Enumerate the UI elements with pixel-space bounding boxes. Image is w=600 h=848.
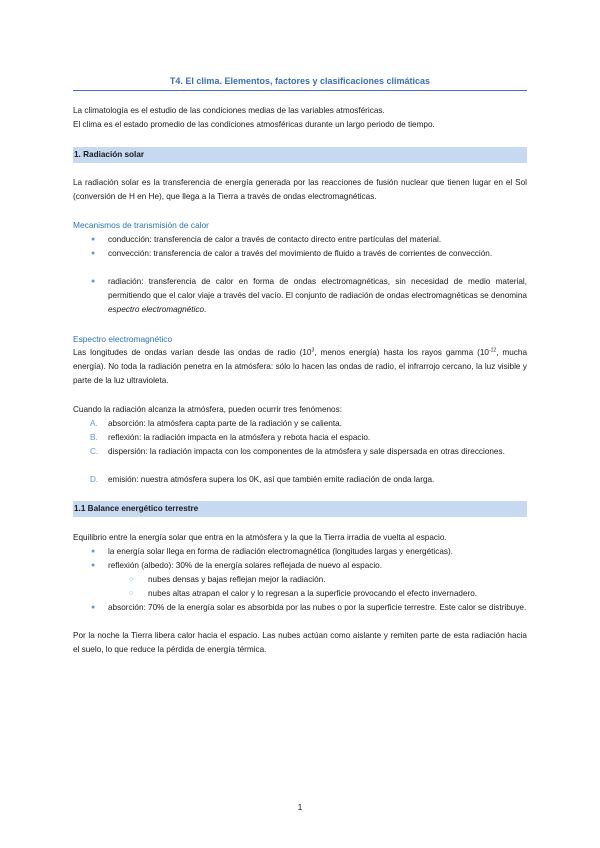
- list-item: [73, 473, 527, 487]
- spectrum-text-end: , mucha energía). No toda la radiación penetra en la atmósfera: sólo lo hacen las ondas de radio, el infrarrojo cercano, la luz visible y parte de la luz ultravioleta.: [73, 348, 527, 385]
- list-item: [73, 559, 527, 573]
- closing-text: Por la noche la Tierra libera calor hacia el espacio. Las nubes actúan como aislante y remiten parte de esta radiación hacia el suelo, lo que reduce la pérdida de energía térmica.: [73, 631, 527, 654]
- radiation-paragraph: [73, 176, 527, 204]
- intro-paragraph: [73, 104, 527, 132]
- list-item: [73, 545, 527, 559]
- list-item: [73, 601, 527, 615]
- sub-list-item-text: nubes altas atrapan el calor y lo regresan a la superficie provocando el efecto invernadero.: [148, 589, 478, 598]
- list-item-text: absorción: la atmósfera capta parte de la radiación y se calienta.: [108, 419, 342, 428]
- sub-list-item-text: nubes densas y bajas reflejan mejor la radiación.: [148, 575, 326, 584]
- list-item: [73, 275, 527, 317]
- list-item-text: emisión: nuestra atmósfera supera los 0K, así que también emite radiación de onda larga.: [108, 475, 435, 484]
- exponent-radio: 3: [311, 347, 315, 354]
- spectrum-text: [73, 346, 527, 388]
- spectrum-paragraph: [73, 346, 527, 388]
- exponent-gamma: -12: [488, 347, 497, 354]
- sub-list-item: [73, 587, 527, 601]
- subheading-espectro: Espectro electromagnético: [73, 334, 173, 344]
- balance-lead: Equilibrio entre la energía solar que entra en la atmósfera y la que la Tierra irradia de vuelta al espacio.: [73, 533, 447, 542]
- list-letter: B.: [90, 433, 98, 442]
- list-item-text: convección: transferencia de calor a través del movimiento de fluido a través de corrientes de convección.: [108, 249, 493, 258]
- spectrum-text-mid: , menos energía) hasta los rayos gamma (10: [314, 348, 489, 357]
- list-item: [73, 445, 527, 459]
- bullet-icon: ●: [91, 548, 96, 555]
- list-item: [73, 417, 527, 431]
- italic-term: espectro electromagnético: [108, 305, 205, 314]
- bullet-icon: ●: [91, 604, 96, 611]
- bullet-icon: ●: [91, 562, 96, 569]
- bullet-icon: ●: [91, 250, 96, 257]
- spectrum-text-start: Las longitudes de ondas varían desde las ondas de radio (10: [73, 348, 312, 357]
- page-number: 1: [297, 802, 303, 812]
- section-heading-radiacion: 1. Radiación solar: [73, 147, 527, 163]
- title-underline: [73, 90, 527, 91]
- intro-line-2: El clima es el estado promedio de las condiciones atmosféricas durante un largo periodo de tiempo.: [73, 120, 435, 129]
- italic-tail: .: [204, 305, 207, 314]
- list-item: [73, 431, 527, 445]
- bullet-icon: ●: [91, 278, 96, 285]
- list-item: [73, 247, 527, 261]
- subheading-mecanismos: Mecanismos de transmisión de calor: [73, 220, 209, 230]
- list-letter: C.: [90, 447, 99, 456]
- list-item-text: la energía solar llega en forma de radiación electromagnética (longitudes largas y energéticas).: [108, 547, 453, 556]
- intro-line-1: La climatología es el estudio de las condiciones medias de las variables atmosféricas.: [73, 106, 385, 115]
- document-title: T4. El clima. Elementos, factores y clasificaciones climáticas: [169, 76, 431, 86]
- bullet-icon: ●: [91, 236, 96, 243]
- radiation-item-text: radiación: transferencia de calor en forma de ondas electromagnéticas, sin necesidad de medio material, permitiendo que el calor viaje a través del vacío. El conjunto de radiación de ondas electromagnéticas se denomina: [108, 277, 527, 300]
- list-letter: D.: [90, 475, 99, 484]
- list-item-text: reflexión: la radiación impacta en la atmósfera y rebota hacia el espacio.: [108, 433, 371, 442]
- list-letter: A.: [90, 419, 98, 428]
- hollow-bullet-icon: ○: [129, 576, 134, 583]
- list-item-text: [108, 275, 527, 317]
- list-item-text: absorción: 70% de la energía solar es absorbida por las nubes o por la superficie terrestre. Este calor se distribuye.: [108, 603, 527, 612]
- hollow-bullet-icon: ○: [129, 590, 134, 597]
- list-item-text: dispersión: la radiación impacta con los componentes de la atmósfera y sale dispersada en otras direcciones.: [108, 447, 505, 456]
- sub-list-item: [73, 573, 527, 587]
- phenomena-lead: Cuando la radiación alcanza la atmósfera, pueden ocurrir tres fenómenos:: [73, 405, 342, 414]
- closing-paragraph: [73, 629, 527, 657]
- section-heading-balance: 1.1 Balance energético terrestre: [73, 501, 527, 517]
- list-item: [73, 233, 527, 247]
- list-item-text: reflexión (albedo): 30% de la energía solares reflejada de nuevo al espacio.: [108, 561, 383, 570]
- list-item-text: conducción: transferencia de calor a través de contacto directo entre partículas del material.: [108, 235, 442, 244]
- radiation-text: La radiación solar es la transferencia de energía generada por las reacciones de fusión nuclear que tienen lugar en el Sol (conversión de H en He), que llega a la Tierra a través de ondas electromagnéticas.: [73, 178, 527, 201]
